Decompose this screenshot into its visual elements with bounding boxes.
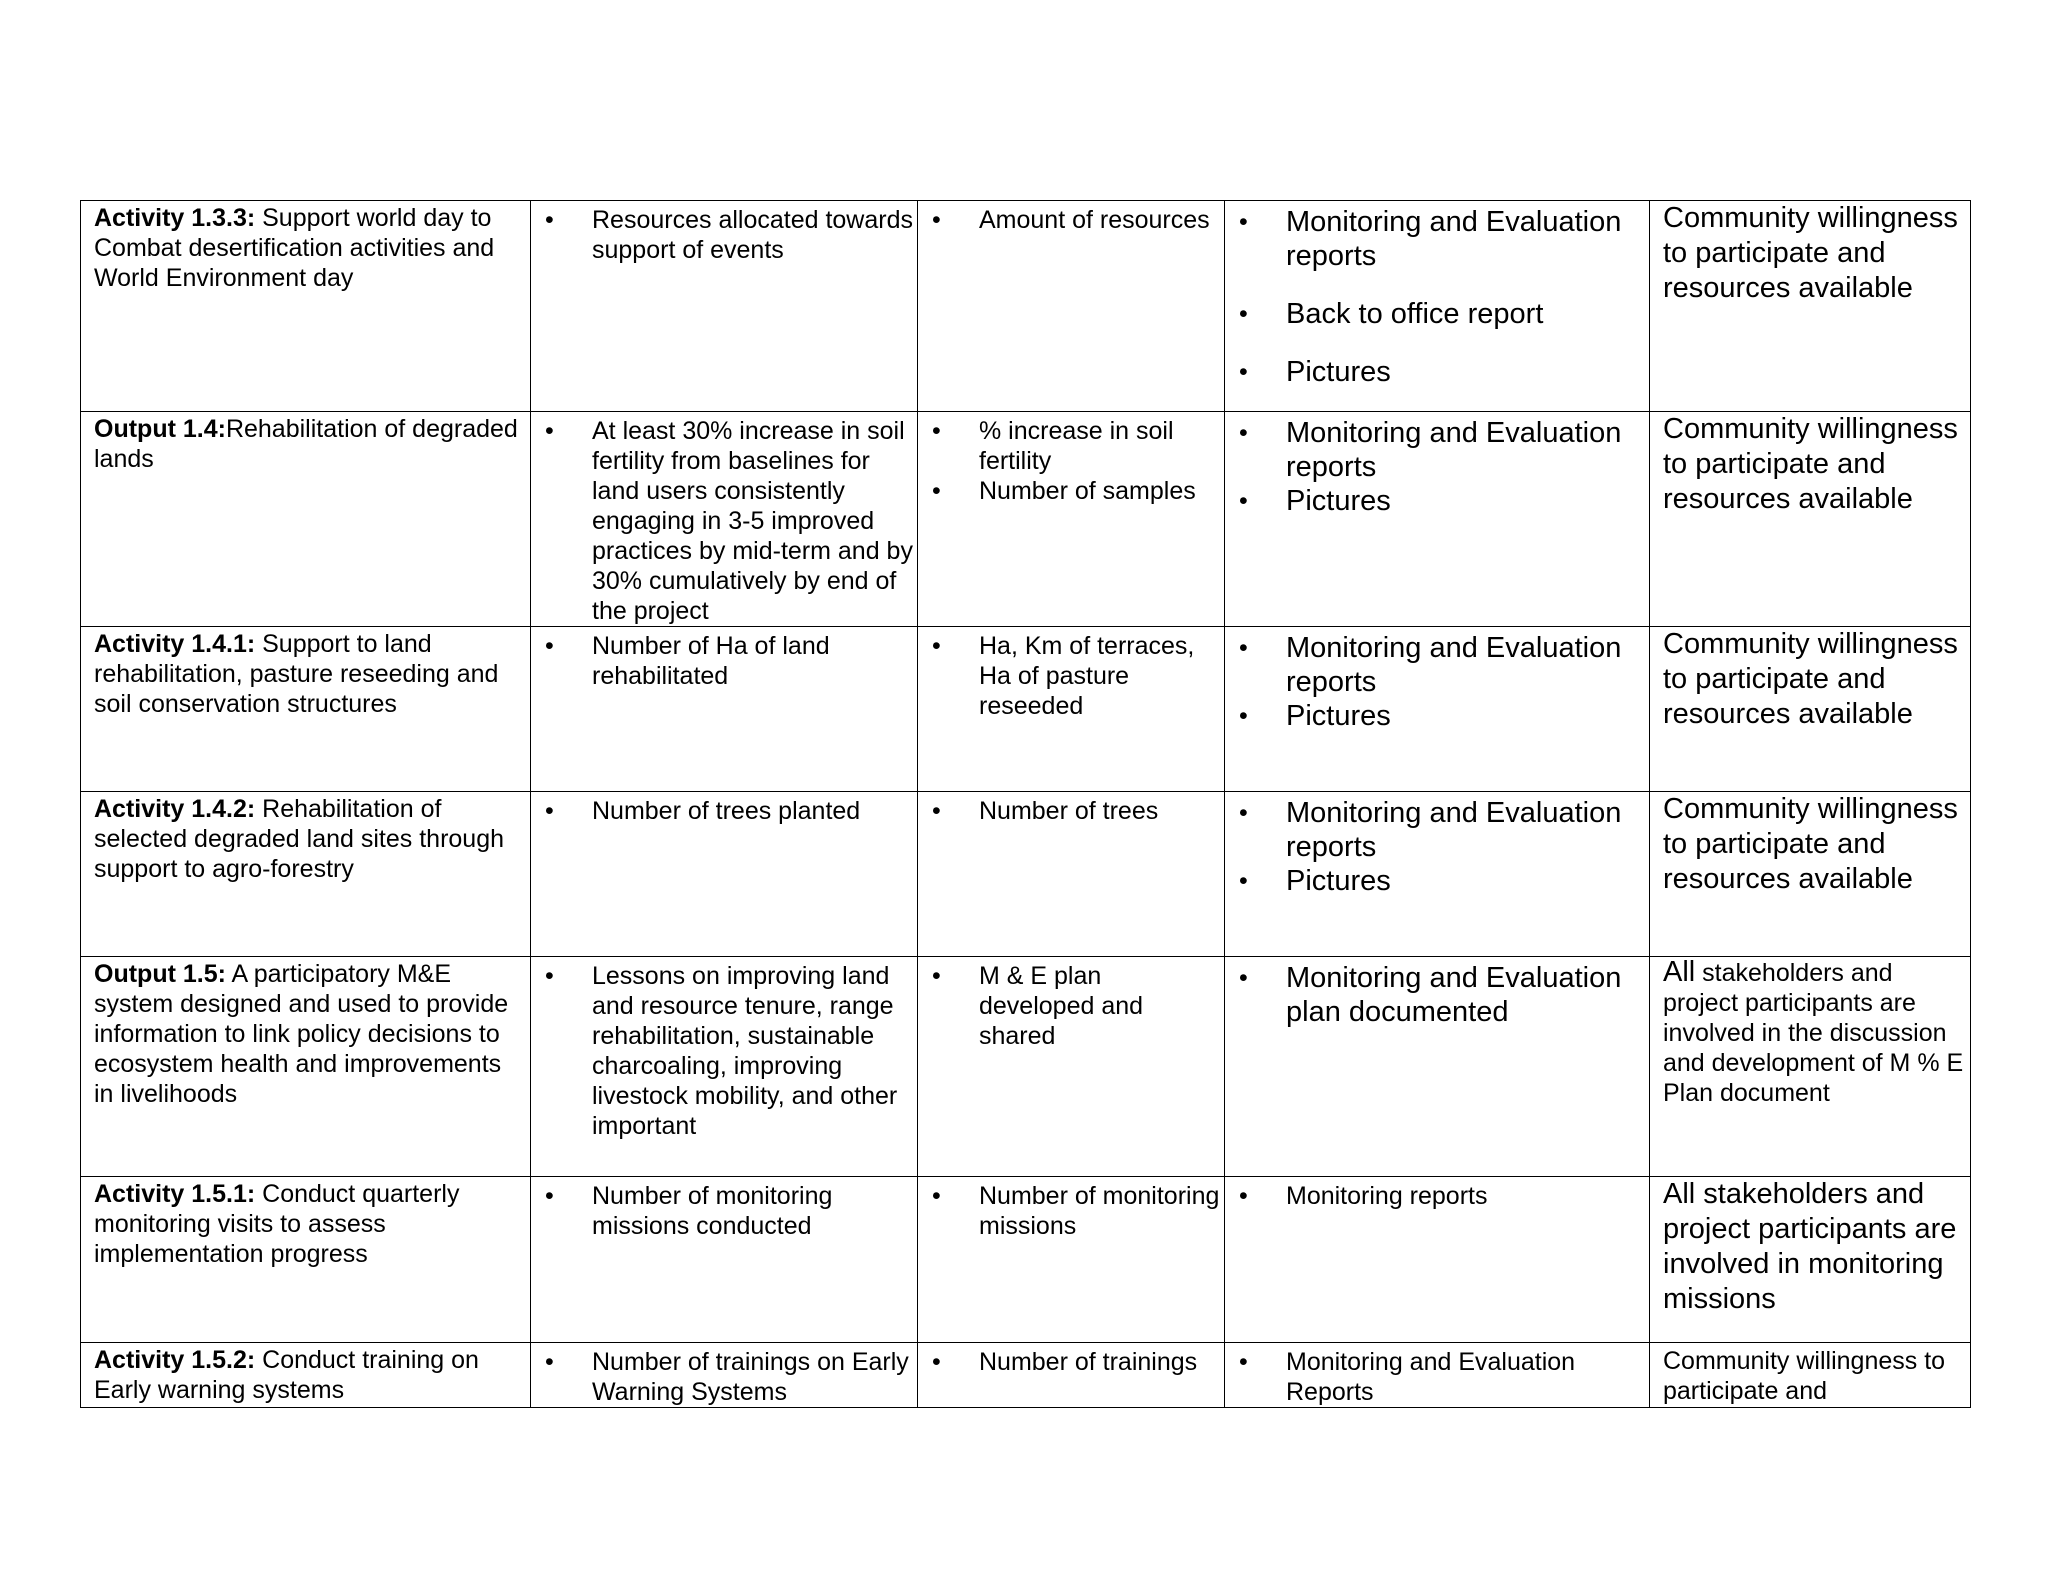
- row-label-text: A participatory M&E system designed and used to provide information to link policy decisions to ecosystem health and improvements in livelihoods: [94, 960, 509, 1108]
- row-label-bold: Activity 1.5.1:: [94, 1180, 256, 1208]
- activity-cell: [81, 627, 531, 792]
- source-cell: [1225, 201, 1650, 412]
- assumption-cell: [1650, 412, 1971, 627]
- assumption-text: Community willingness to participate and resources available: [1663, 628, 1958, 730]
- list-item: • Number of trainings: [918, 1347, 1222, 1377]
- list-item: • Monitoring and Evaluation reports: [1225, 796, 1647, 864]
- row-label-bold: Activity 1.3.3:: [94, 204, 256, 232]
- list-item: • Ha, Km of terraces, Ha of pasture reseeded: [918, 631, 1222, 721]
- source-cell: [1225, 957, 1650, 1177]
- list-item: • Monitoring and Evaluation plan documented: [1225, 961, 1647, 1029]
- assumption-text: [1650, 957, 1970, 1108]
- assumption-cell: [1650, 201, 1971, 412]
- assumption-text: Community willingness to participate and resources available: [1663, 793, 1958, 895]
- list-item: • Amount of resources: [918, 205, 1222, 235]
- table-row: [81, 201, 1971, 412]
- assumption-cell: [1650, 957, 1971, 1177]
- list-item: • Back to office report: [1225, 297, 1647, 331]
- assumption-cell: [1650, 627, 1971, 792]
- row-label-bold: Activity 1.4.2:: [94, 795, 256, 823]
- assumption-first-word: All: [1663, 956, 1696, 988]
- measure-cell: [918, 627, 1225, 792]
- assumption-cell: [1650, 1177, 1971, 1343]
- row-label-text: Conduct quarterly monitoring visits to assess implementation progress: [94, 1180, 460, 1268]
- list-item: • Number of trees: [918, 796, 1222, 826]
- list-item: • % increase in soil fertility: [918, 416, 1222, 476]
- measure-cell: [918, 1177, 1225, 1343]
- table-row: [81, 627, 1971, 792]
- source-cell: [1225, 792, 1650, 957]
- activity-cell: [81, 201, 531, 412]
- source-cell: [1225, 1177, 1650, 1343]
- list-item: • Pictures: [1225, 355, 1647, 389]
- activity-cell: [81, 792, 531, 957]
- indicator-cell: [531, 627, 918, 792]
- row-label-bold: Output 1.4:: [94, 415, 226, 443]
- row-label-text: Rehabilitation of degraded lands: [94, 415, 518, 473]
- row-label-text: Conduct training on Early warning systems: [94, 1346, 479, 1404]
- source-cell: [1225, 1343, 1650, 1408]
- assumption-text: Community willingness to participate and resources available: [1663, 413, 1958, 515]
- list-item: • Monitoring and Evaluation Reports: [1225, 1347, 1647, 1407]
- indicator-cell: [531, 1177, 918, 1343]
- source-cell: [1225, 412, 1650, 627]
- list-item: • Number of samples: [918, 476, 1222, 506]
- measure-cell: [918, 1343, 1225, 1408]
- table-row: [81, 1343, 1971, 1408]
- row-label-text: Support world day to Combat desertification activities and World Environment day: [94, 204, 495, 292]
- row-label-bold: Output 1.5:: [94, 960, 226, 988]
- measure-cell: [918, 957, 1225, 1177]
- indicator-cell: [531, 957, 918, 1177]
- assumption-text: All stakeholders and project participants are involved in monitoring missions: [1663, 1178, 1957, 1315]
- list-item: • Pictures: [1225, 864, 1647, 898]
- list-item: • Monitoring and Evaluation reports: [1225, 205, 1647, 273]
- table-row: [81, 957, 1971, 1177]
- assumption-text: Community willingness to participate and resources available: [1663, 202, 1958, 304]
- assumption-cell: [1650, 1343, 1971, 1408]
- list-item: • Pictures: [1225, 484, 1647, 518]
- indicator-cell: [531, 412, 918, 627]
- list-item: • Lessons on improving land and resource tenure, range rehabilitation, sustainable charcoaling, improving livestock mobility, and other important: [531, 961, 915, 1141]
- list-item: • M & E plan developed and shared: [918, 961, 1222, 1051]
- list-item: • Monitoring reports: [1225, 1181, 1647, 1211]
- list-item: • At least 30% increase in soil fertility from baselines for land users consistently engaging in 3-5 improved practices by mid-term and by 30% cumulatively by end of the project: [531, 416, 915, 626]
- measure-cell: [918, 201, 1225, 412]
- list-item: • Number of monitoring missions conducted: [531, 1181, 915, 1241]
- indicator-cell: [531, 792, 918, 957]
- indicator-cell: [531, 201, 918, 412]
- list-item: • Monitoring and Evaluation reports: [1225, 416, 1647, 484]
- source-cell: [1225, 627, 1650, 792]
- assumption-text: Community willingness to participate and: [1663, 1347, 1946, 1405]
- table-row: [81, 412, 1971, 627]
- output-cell: [81, 957, 531, 1177]
- activity-cell: [81, 1343, 531, 1408]
- row-label-text: Rehabilitation of selected degraded land sites through support to agro-forestry: [94, 795, 505, 883]
- list-item: • Number of trees planted: [531, 796, 915, 826]
- list-item: • Number of Ha of land rehabilitated: [531, 631, 915, 691]
- measure-cell: [918, 792, 1225, 957]
- table-row: [81, 1177, 1971, 1343]
- list-item: • Resources allocated towards support of events: [531, 205, 915, 265]
- row-label-bold: Activity 1.5.2:: [94, 1346, 256, 1374]
- list-item: • Monitoring and Evaluation reports: [1225, 631, 1647, 699]
- row-label-text: Support to land rehabilitation, pasture reseeding and soil conservation structures: [94, 630, 499, 718]
- list-item: • Number of trainings on Early Warning Systems: [531, 1347, 915, 1407]
- list-item: • Number of monitoring missions: [918, 1181, 1222, 1241]
- measure-cell: [918, 412, 1225, 627]
- assumption-cell: [1650, 792, 1971, 957]
- assumption-rest: stakeholders and project participants are involved in the discussion and development of M % E Plan document: [1663, 959, 1964, 1107]
- output-cell: [81, 412, 531, 627]
- indicator-cell: [531, 1343, 918, 1408]
- table-row: [81, 792, 1971, 957]
- list-item: • Pictures: [1225, 699, 1647, 733]
- logframe-table: [80, 200, 1971, 1408]
- activity-cell: [81, 1177, 531, 1343]
- row-label-bold: Activity 1.4.1:: [94, 630, 256, 658]
